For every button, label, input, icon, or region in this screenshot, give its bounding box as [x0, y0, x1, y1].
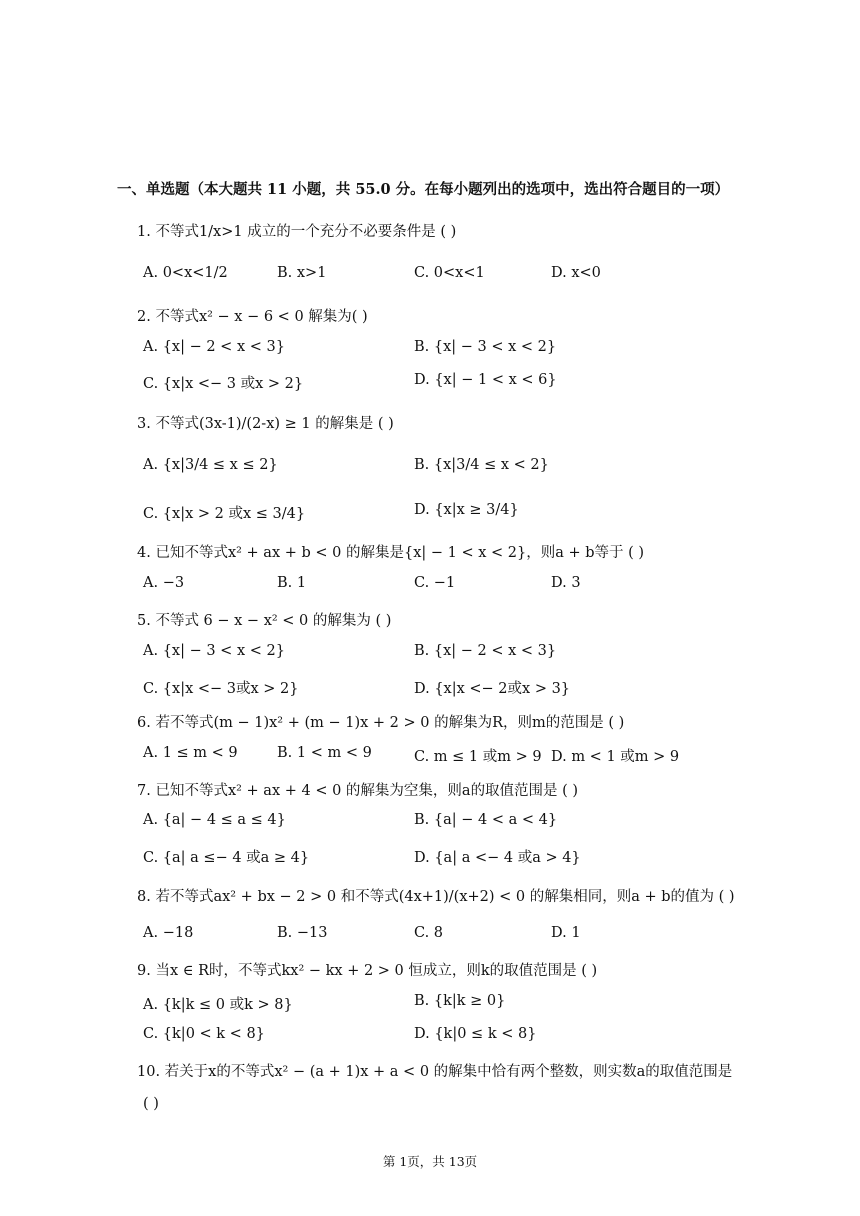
question-7-stem: 7. 已知不等式x² + ax + 4 < 0 的解集为空集，则a的取值范围是 ( ) [137, 783, 579, 799]
question-5-stem: 5. 不等式 6 − x − x² < 0 的解集为 ( ) [137, 613, 392, 629]
question-7-option-b: B. {a| − 4 < a < 4} [414, 812, 558, 828]
question-2-option-b: B. {x| − 3 < x < 2} [414, 339, 557, 355]
question-6-option-b: B. 1 < m < 9 [277, 745, 372, 761]
question-5-option-d: D. {x|x <− 2或x > 3} [414, 681, 571, 697]
question-1-option-a: A. 0<x<1/2 [143, 265, 228, 281]
question-3-option-a: A. {x|3/4 ≤ x ≤ 2} [143, 457, 278, 473]
question-9-option-b: B. {k|k ≥ 0} [414, 993, 506, 1009]
question-9-option-d: D. {k|0 ≤ k < 8} [414, 1026, 537, 1042]
question-5-option-c: C. {x|x <− 3或x > 2} [143, 681, 299, 697]
question-6-option-c: C. m ≤ 1 或m > 9 [414, 749, 542, 765]
question-8-option-c: C. 8 [414, 925, 444, 941]
question-2-stem: 2. 不等式x² − x − 6 < 0 解集为( ) [137, 309, 368, 325]
question-7-option-c: C. {a| a ≤− 4 或a ≥ 4} [143, 850, 310, 866]
question-1-option-b: B. x>1 [277, 265, 327, 281]
question-6-stem: 6. 若不等式(m − 1)x² + (m − 1)x + 2 > 0 的解集为R，则m的范围是 ( ) [137, 715, 625, 731]
question-3-option-b: B. {x|3/4 ≤ x < 2} [414, 457, 549, 473]
question-10-stem-continued: ( ) [143, 1096, 159, 1112]
question-5-option-b: B. {x| − 2 < x < 3} [414, 643, 557, 659]
question-3-option-c: C. {x|x > 2 或x ≤ 3/4} [143, 506, 306, 522]
question-6-option-d: D. m < 1 或m > 9 [551, 749, 680, 765]
question-1-stem: 1. 不等式1/x>1 成立的一个充分不必要条件是 ( ) [137, 224, 457, 240]
page-footer: 第 1页，共 13页 [382, 1154, 478, 1169]
question-2-option-c: C. {x|x <− 3 或x > 2} [143, 376, 304, 392]
question-4-option-b: B. 1 [277, 575, 307, 591]
question-8-option-d: D. 1 [551, 925, 581, 941]
question-9-option-c: C. {k|0 < k < 8} [143, 1026, 265, 1042]
question-5-option-a: A. {x| − 3 < x < 2} [143, 643, 285, 659]
question-4-option-c: C. −1 [414, 575, 456, 591]
question-8-option-b: B. −13 [277, 925, 328, 941]
question-3-option-d: D. {x|x ≥ 3/4} [414, 502, 519, 518]
question-8-option-a: A. −18 [143, 925, 194, 941]
question-7-option-a: A. {a| − 4 ≤ a ≤ 4} [143, 812, 286, 828]
question-1-option-d: D. x<0 [551, 265, 601, 281]
question-2-option-d: D. {x| − 1 < x < 6} [414, 372, 557, 388]
question-7-option-d: D. {a| a <− 4 或a > 4} [414, 850, 581, 866]
question-4-option-d: D. 3 [551, 575, 581, 591]
question-10-stem: 10. 若关于x的不等式x² − (a + 1)x + a < 0 的解集中恰有两个整数，则实数a的取值范围是 [137, 1064, 733, 1080]
question-1-option-c: C. 0<x<1 [414, 265, 485, 281]
question-8-stem: 8. 若不等式ax² + bx − 2 > 0 和不等式(4x+1)/(x+2) < 0 的解集相同，则a + b的值为 ( ) [137, 889, 735, 905]
question-9-option-a: A. {k|k ≤ 0 或k > 8} [143, 997, 293, 1013]
question-2-option-a: A. {x| − 2 < x < 3} [143, 339, 285, 355]
question-4-stem: 4. 已知不等式x² + ax + b < 0 的解集是{x| − 1 < x < 2}，则a + b等于 ( ) [137, 545, 645, 561]
question-3-stem: 3. 不等式(3x-1)/(2-x) ≥ 1 的解集是 ( ) [137, 416, 394, 432]
question-6-option-a: A. 1 ≤ m < 9 [143, 745, 238, 761]
section-title: 一、单选题（本大题共 11 小题，共 55.0 分。在每小题列出的选项中，选出符合题目的一项） [117, 181, 730, 198]
question-4-option-a: A. −3 [143, 575, 185, 591]
question-9-stem: 9. 当x ∈ R时，不等式kx² − kx + 2 > 0 恒成立，则k的取值范围是 ( ) [137, 963, 598, 979]
